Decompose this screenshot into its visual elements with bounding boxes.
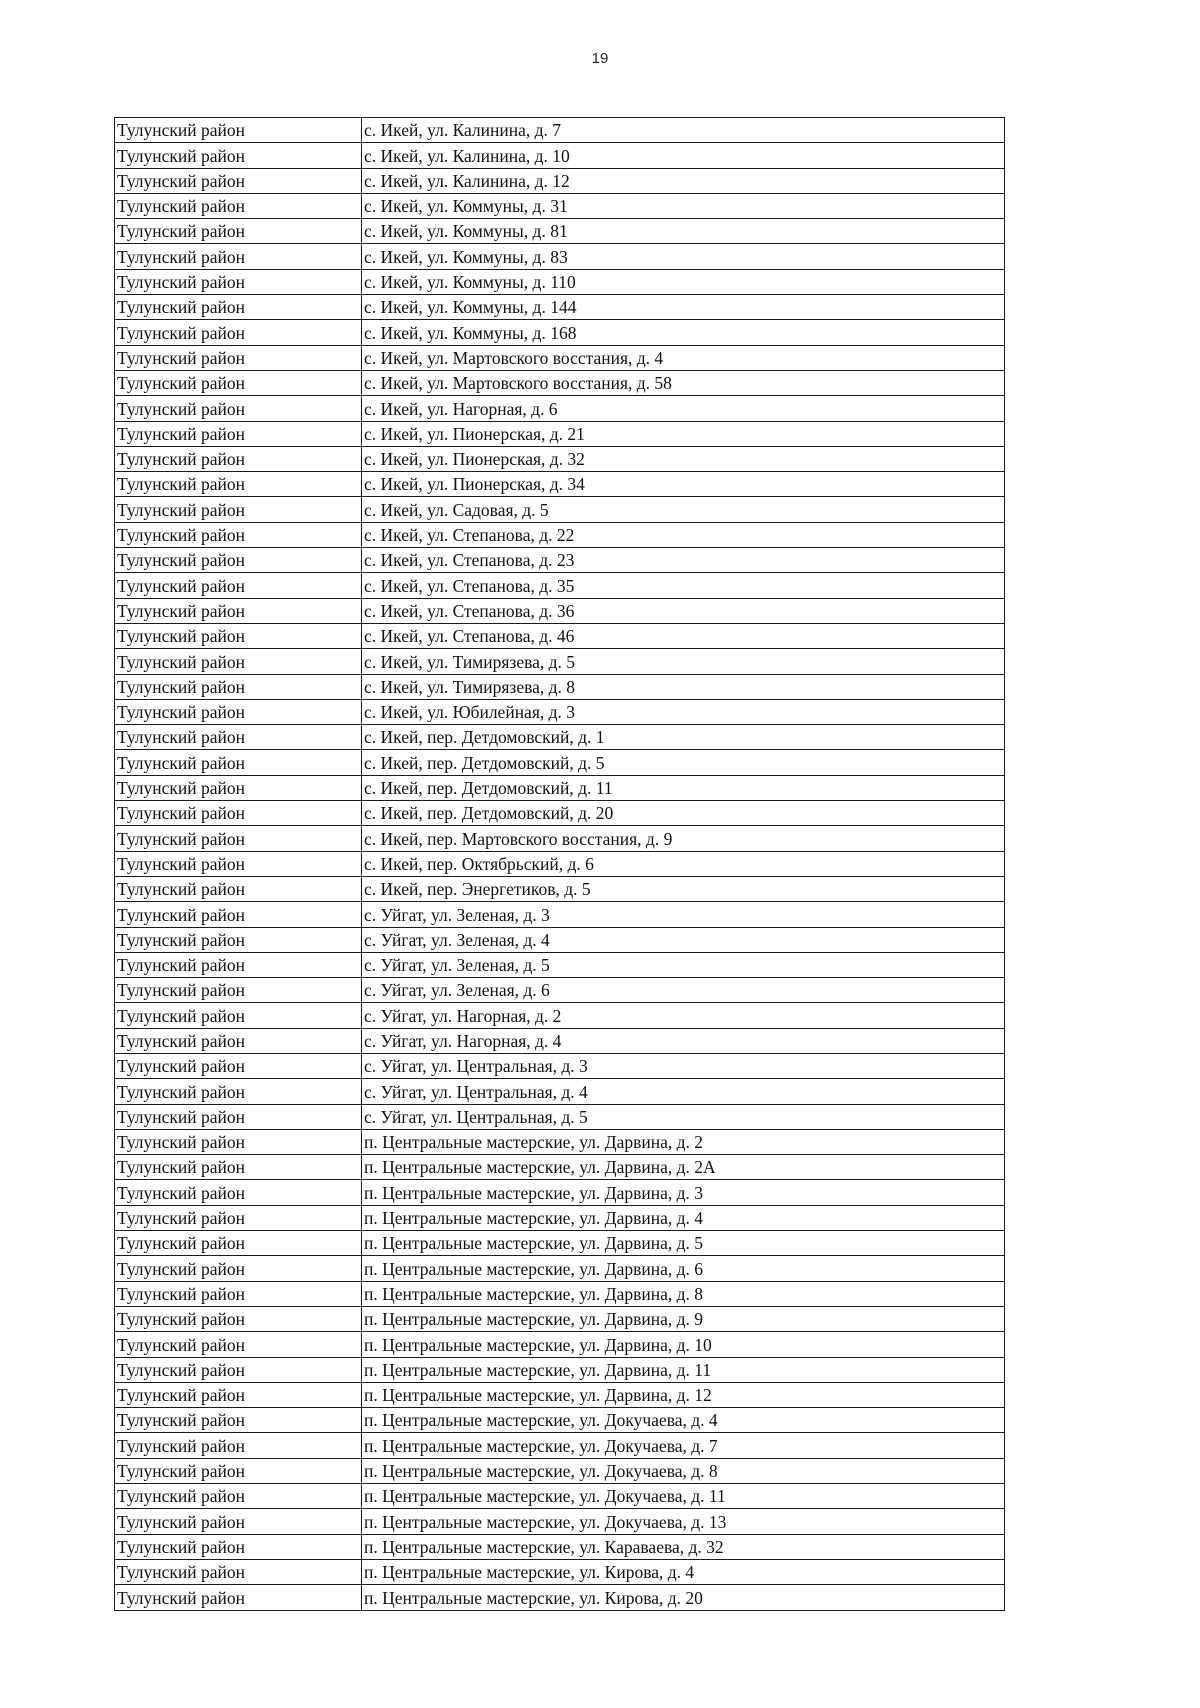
district-cell: Тулунский район: [115, 193, 362, 218]
table-row: [115, 472, 1005, 497]
table-row: [115, 1408, 1005, 1433]
table-row: [115, 978, 1005, 1003]
district-cell: Тулунский район: [115, 522, 362, 547]
table-row: [115, 1534, 1005, 1559]
address-cell: с. Икей, ул. Пионерская, д. 21: [362, 421, 1005, 446]
district-cell: Тулунский район: [115, 118, 362, 143]
district-cell: Тулунский район: [115, 573, 362, 598]
district-cell: Тулунский район: [115, 598, 362, 623]
district-cell: Тулунский район: [115, 1104, 362, 1129]
address-cell: с. Икей, ул. Коммуны, д. 168: [362, 320, 1005, 345]
table-row: [115, 421, 1005, 446]
district-cell: Тулунский район: [115, 1509, 362, 1534]
table-row: [115, 320, 1005, 345]
address-cell: с. Икей, ул. Коммуны, д. 81: [362, 219, 1005, 244]
district-cell: Тулунский район: [115, 295, 362, 320]
table-row: [115, 1332, 1005, 1357]
district-cell: Тулунский район: [115, 1205, 362, 1230]
address-cell: с. Уйгат, ул. Зеленая, д. 4: [362, 927, 1005, 952]
table-row: [115, 674, 1005, 699]
address-cell: с. Икей, ул. Степанова, д. 35: [362, 573, 1005, 598]
district-cell: Тулунский район: [115, 497, 362, 522]
district-cell: Тулунский район: [115, 1484, 362, 1509]
address-cell: п. Центральные мастерские, ул. Кирова, д. 20: [362, 1585, 1005, 1610]
district-cell: Тулунский район: [115, 1079, 362, 1104]
address-cell: с. Икей, пер. Энергетиков, д. 5: [362, 876, 1005, 901]
address-cell: п. Центральные мастерские, ул. Дарвина, д. 11: [362, 1357, 1005, 1382]
table-row: [115, 750, 1005, 775]
district-cell: Тулунский район: [115, 446, 362, 471]
address-cell: п. Центральные мастерские, ул. Дарвина, д. 12: [362, 1382, 1005, 1407]
table-row: [115, 1433, 1005, 1458]
district-cell: Тулунский район: [115, 1129, 362, 1154]
address-cell: с. Уйгат, ул. Нагорная, д. 2: [362, 1003, 1005, 1028]
district-cell: Тулунский район: [115, 750, 362, 775]
district-cell: Тулунский район: [115, 674, 362, 699]
table-row: [115, 699, 1005, 724]
address-cell: п. Центральные мастерские, ул. Дарвина, д. 5: [362, 1231, 1005, 1256]
district-cell: Тулунский район: [115, 1053, 362, 1078]
table-row: [115, 244, 1005, 269]
address-cell: с. Икей, ул. Коммуны, д. 110: [362, 269, 1005, 294]
district-cell: Тулунский район: [115, 1281, 362, 1306]
address-table: [114, 117, 1005, 1611]
district-cell: Тулунский район: [115, 801, 362, 826]
address-cell: с. Икей, ул. Пионерская, д. 32: [362, 446, 1005, 471]
address-cell: п. Центральные мастерские, ул. Дарвина, д. 10: [362, 1332, 1005, 1357]
district-cell: Тулунский район: [115, 219, 362, 244]
address-cell: п. Центральные мастерские, ул. Дарвина, д. 2: [362, 1129, 1005, 1154]
district-cell: Тулунский район: [115, 1357, 362, 1382]
district-cell: Тулунский район: [115, 1559, 362, 1584]
address-cell: с. Уйгат, ул. Зеленая, д. 5: [362, 952, 1005, 977]
district-cell: Тулунский район: [115, 623, 362, 648]
address-cell: с. Икей, ул. Степанова, д. 23: [362, 548, 1005, 573]
district-cell: Тулунский район: [115, 927, 362, 952]
table-row: [115, 851, 1005, 876]
district-cell: Тулунский район: [115, 370, 362, 395]
district-cell: Тулунский район: [115, 826, 362, 851]
district-cell: Тулунский район: [115, 1231, 362, 1256]
table-row: [115, 598, 1005, 623]
district-cell: Тулунский район: [115, 1180, 362, 1205]
district-cell: Тулунский район: [115, 1534, 362, 1559]
address-cell: с. Икей, пер. Детдомовский, д. 20: [362, 801, 1005, 826]
table-row: [115, 1306, 1005, 1331]
district-cell: Тулунский район: [115, 851, 362, 876]
address-cell: п. Центральные мастерские, ул. Докучаева, д. 8: [362, 1458, 1005, 1483]
table-row: [115, 193, 1005, 218]
address-cell: п. Центральные мастерские, ул. Докучаева, д. 7: [362, 1433, 1005, 1458]
table-row: [115, 1509, 1005, 1534]
district-cell: Тулунский район: [115, 1003, 362, 1028]
address-cell: п. Центральные мастерские, ул. Кирова, д. 4: [362, 1559, 1005, 1584]
table-row: [115, 1129, 1005, 1154]
table-row: [115, 1559, 1005, 1584]
district-cell: Тулунский район: [115, 421, 362, 446]
address-cell: с. Икей, ул. Калинина, д. 7: [362, 118, 1005, 143]
district-cell: Тулунский район: [115, 1155, 362, 1180]
table-row: [115, 1357, 1005, 1382]
address-cell: п. Центральные мастерские, ул. Дарвина, д. 6: [362, 1256, 1005, 1281]
table-row: [115, 1180, 1005, 1205]
district-cell: Тулунский район: [115, 902, 362, 927]
table-row: [115, 345, 1005, 370]
table-row: [115, 1104, 1005, 1129]
address-cell: с. Уйгат, ул. Центральная, д. 3: [362, 1053, 1005, 1078]
table-row: [115, 118, 1005, 143]
address-cell: с. Икей, ул. Коммуны, д. 31: [362, 193, 1005, 218]
table-row: [115, 573, 1005, 598]
district-cell: Тулунский район: [115, 1458, 362, 1483]
address-cell: п. Центральные мастерские, ул. Дарвина, д. 3: [362, 1180, 1005, 1205]
district-cell: Тулунский район: [115, 396, 362, 421]
address-cell: с. Икей, ул. Степанова, д. 22: [362, 522, 1005, 547]
address-cell: с. Уйгат, ул. Центральная, д. 5: [362, 1104, 1005, 1129]
table-row: [115, 497, 1005, 522]
district-cell: Тулунский район: [115, 978, 362, 1003]
address-cell: с. Икей, ул. Степанова, д. 36: [362, 598, 1005, 623]
district-cell: Тулунский район: [115, 952, 362, 977]
address-cell: п. Центральные мастерские, ул. Дарвина, д. 9: [362, 1306, 1005, 1331]
address-cell: с. Икей, ул. Калинина, д. 12: [362, 168, 1005, 193]
address-cell: с. Икей, пер. Детдомовский, д. 11: [362, 775, 1005, 800]
address-cell: п. Центральные мастерские, ул. Докучаева, д. 4: [362, 1408, 1005, 1433]
address-cell: с. Икей, ул. Тимирязева, д. 8: [362, 674, 1005, 699]
table-row: [115, 1382, 1005, 1407]
table-row: [115, 1281, 1005, 1306]
table-row: [115, 522, 1005, 547]
district-cell: Тулунский район: [115, 649, 362, 674]
address-cell: с. Уйгат, ул. Нагорная, д. 4: [362, 1028, 1005, 1053]
table-row: [115, 219, 1005, 244]
district-cell: Тулунский район: [115, 472, 362, 497]
district-cell: Тулунский район: [115, 1306, 362, 1331]
address-cell: п. Центральные мастерские, ул. Докучаева, д. 11: [362, 1484, 1005, 1509]
address-cell: п. Центральные мастерские, ул. Дарвина, д. 2А: [362, 1155, 1005, 1180]
address-cell: с. Икей, ул. Коммуны, д. 83: [362, 244, 1005, 269]
district-cell: Тулунский район: [115, 1028, 362, 1053]
address-cell: с. Икей, ул. Садовая, д. 5: [362, 497, 1005, 522]
address-cell: с. Икей, ул. Нагорная, д. 6: [362, 396, 1005, 421]
table-row: [115, 446, 1005, 471]
table-row: [115, 1256, 1005, 1281]
address-cell: с. Икей, ул. Коммуны, д. 144: [362, 295, 1005, 320]
address-cell: п. Центральные мастерские, ул. Дарвина, д. 4: [362, 1205, 1005, 1230]
address-cell: с. Икей, ул. Пионерская, д. 34: [362, 472, 1005, 497]
district-cell: Тулунский район: [115, 725, 362, 750]
table-row: [115, 1003, 1005, 1028]
district-cell: Тулунский район: [115, 1256, 362, 1281]
address-cell: с. Уйгат, ул. Зеленая, д. 3: [362, 902, 1005, 927]
address-table-body: [115, 118, 1005, 1611]
address-cell: с. Икей, пер. Детдомовский, д. 5: [362, 750, 1005, 775]
address-cell: с. Икей, ул. Калинина, д. 10: [362, 143, 1005, 168]
district-cell: Тулунский район: [115, 320, 362, 345]
district-cell: Тулунский район: [115, 143, 362, 168]
address-cell: с. Уйгат, ул. Зеленая, д. 6: [362, 978, 1005, 1003]
district-cell: Тулунский район: [115, 244, 362, 269]
district-cell: Тулунский район: [115, 1433, 362, 1458]
district-cell: Тулунский район: [115, 1585, 362, 1610]
table-row: [115, 1205, 1005, 1230]
table-row: [115, 548, 1005, 573]
district-cell: Тулунский район: [115, 876, 362, 901]
page-number: 19: [591, 50, 609, 67]
table-row: [115, 1155, 1005, 1180]
table-row: [115, 876, 1005, 901]
table-row: [115, 952, 1005, 977]
table-row: [115, 1079, 1005, 1104]
table-row: [115, 295, 1005, 320]
address-cell: с. Икей, ул. Степанова, д. 46: [362, 623, 1005, 648]
district-cell: Тулунский район: [115, 168, 362, 193]
table-row: [115, 1484, 1005, 1509]
table-row: [115, 396, 1005, 421]
district-cell: Тулунский район: [115, 269, 362, 294]
table-row: [115, 269, 1005, 294]
table-row: [115, 1053, 1005, 1078]
table-row: [115, 1585, 1005, 1610]
district-cell: Тулунский район: [115, 775, 362, 800]
table-row: [115, 649, 1005, 674]
district-cell: Тулунский район: [115, 345, 362, 370]
address-cell: с. Икей, ул. Тимирязева, д. 5: [362, 649, 1005, 674]
table-row: [115, 168, 1005, 193]
table-row: [115, 1028, 1005, 1053]
table-row: [115, 826, 1005, 851]
table-row: [115, 1231, 1005, 1256]
table-row: [115, 1458, 1005, 1483]
table-row: [115, 370, 1005, 395]
address-cell: с. Икей, пер. Мартовского восстания, д. 9: [362, 826, 1005, 851]
address-cell: п. Центральные мастерские, ул. Дарвина, д. 8: [362, 1281, 1005, 1306]
address-cell: с. Уйгат, ул. Центральная, д. 4: [362, 1079, 1005, 1104]
table-row: [115, 902, 1005, 927]
table-row: [115, 801, 1005, 826]
district-cell: Тулунский район: [115, 699, 362, 724]
address-cell: п. Центральные мастерские, ул. Докучаева, д. 13: [362, 1509, 1005, 1534]
district-cell: Тулунский район: [115, 548, 362, 573]
table-row: [115, 775, 1005, 800]
table-row: [115, 927, 1005, 952]
address-cell: с. Икей, ул. Мартовского восстания, д. 4: [362, 345, 1005, 370]
address-cell: с. Икей, пер. Детдомовский, д. 1: [362, 725, 1005, 750]
table-row: [115, 725, 1005, 750]
table-row: [115, 143, 1005, 168]
address-cell: п. Центральные мастерские, ул. Караваева, д. 32: [362, 1534, 1005, 1559]
district-cell: Тулунский район: [115, 1382, 362, 1407]
address-cell: с. Икей, ул. Мартовского восстания, д. 58: [362, 370, 1005, 395]
district-cell: Тулунский район: [115, 1408, 362, 1433]
address-cell: с. Икей, пер. Октябрьский, д. 6: [362, 851, 1005, 876]
address-cell: с. Икей, ул. Юбилейная, д. 3: [362, 699, 1005, 724]
district-cell: Тулунский район: [115, 1332, 362, 1357]
table-row: [115, 623, 1005, 648]
